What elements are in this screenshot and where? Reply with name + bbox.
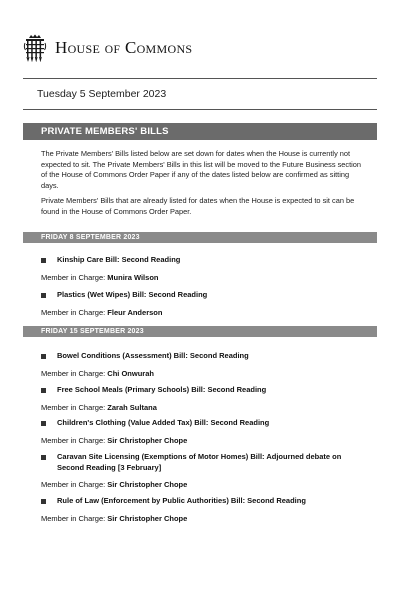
bullet-icon — [41, 293, 46, 298]
bill-title: Plastics (Wet Wipes) Bill: Second Reading — [57, 290, 208, 299]
member-label: Member in Charge: — [41, 272, 106, 282]
bill-title-row — [41, 290, 371, 301]
bill-title-row — [41, 418, 371, 429]
intro-paragraph — [41, 149, 363, 191]
member-name: Sir Christopher Chope — [107, 435, 188, 445]
bill-member-line — [41, 514, 371, 525]
member-name: Fleur Anderson — [107, 307, 163, 317]
wordmark-commons: Commons — [124, 38, 193, 57]
bill-title-row — [41, 496, 371, 507]
member-label: Member in Charge: — [41, 368, 106, 378]
bullet-icon — [41, 388, 46, 393]
bill-title: Children's Clothing (Value Added Tax) Bill: Second Reading — [57, 418, 270, 427]
member-label: Member in Charge: — [41, 435, 106, 445]
bill-entry — [41, 351, 371, 379]
member-label: Member in Charge: — [41, 480, 106, 489]
bill-member-line — [41, 308, 371, 319]
member-name: Chi Onwurah — [107, 368, 154, 378]
bill-member-line — [41, 273, 371, 284]
bill-title-row — [41, 385, 371, 396]
member-name: Zarah Sultana — [107, 402, 157, 412]
section-title: PRIVATE MEMBERS' BILLS — [23, 123, 377, 140]
bill-entry — [41, 496, 371, 524]
bill-entry — [41, 418, 371, 446]
bill-entry — [41, 290, 371, 318]
member-name: Sir Christopher Chope — [107, 513, 188, 523]
portcullis-icon — [23, 34, 47, 62]
bill-title: Rule of Law (Enforcement by Public Authorities) Bill: Second Reading — [57, 496, 306, 505]
bill-title-row — [41, 351, 371, 362]
bill-entry — [41, 255, 371, 283]
member-label: Member in Charge: — [41, 402, 106, 412]
member-label: Member in Charge: — [41, 307, 106, 317]
day-heading: FRIDAY 15 SEPTEMBER 2023 — [23, 326, 377, 337]
bullet-icon — [41, 258, 46, 263]
house-of-commons-wordmark — [55, 38, 192, 58]
bill-title: Bowel Conditions (Assessment) Bill: Second Reading — [57, 351, 249, 360]
bullet-icon — [41, 455, 46, 460]
bill-entry — [41, 385, 371, 413]
wordmark-house: House — [55, 38, 101, 57]
bullet-icon — [41, 421, 46, 426]
bill-title-row — [41, 452, 371, 473]
date-rule — [23, 109, 377, 110]
bill-member-line — [41, 403, 371, 414]
bill-member-line — [41, 436, 371, 447]
header-rule — [23, 78, 377, 79]
bill-member-line — [41, 369, 371, 380]
member-name: Munira Wilson — [107, 272, 159, 282]
bill-title-row — [41, 255, 371, 266]
member-name: Sir Christopher Chope — [107, 480, 188, 489]
day-heading: FRIDAY 8 SEPTEMBER 2023 — [23, 232, 377, 243]
intro-text: The Private Members' Bills listed below are set down for dates when the House is currently not expected to sit. The Private Members' Bills in this list will be moved to the Future Business section of the House of Commons Order Paper if any of the dates listed below are confirmed as sitting days. — [41, 149, 362, 190]
bill-member-line — [41, 480, 371, 491]
bullet-icon — [41, 499, 46, 504]
bullet-icon — [41, 354, 46, 359]
bill-title: Free School Meals (Primary Schools) Bill: Second Reading — [57, 385, 267, 394]
intro-paragraph — [41, 196, 363, 217]
bill-entry — [41, 452, 371, 491]
member-label: Member in Charge: — [41, 513, 106, 523]
wordmark-of: OF — [104, 44, 121, 56]
bill-title: Kinship Care Bill: Second Reading — [57, 255, 181, 264]
house-of-commons-header — [23, 34, 192, 62]
document-date: Tuesday 5 September 2023 — [37, 88, 167, 100]
intro-text: Private Members' Bills that are already listed for dates when the House is expected to sit can be found in the House of Commons Order Paper. — [41, 196, 355, 216]
bill-title: Caravan Site Licensing (Exemptions of Motor Homes) Bill: Adjourned debate on Second Reading [3 February] — [57, 452, 342, 472]
